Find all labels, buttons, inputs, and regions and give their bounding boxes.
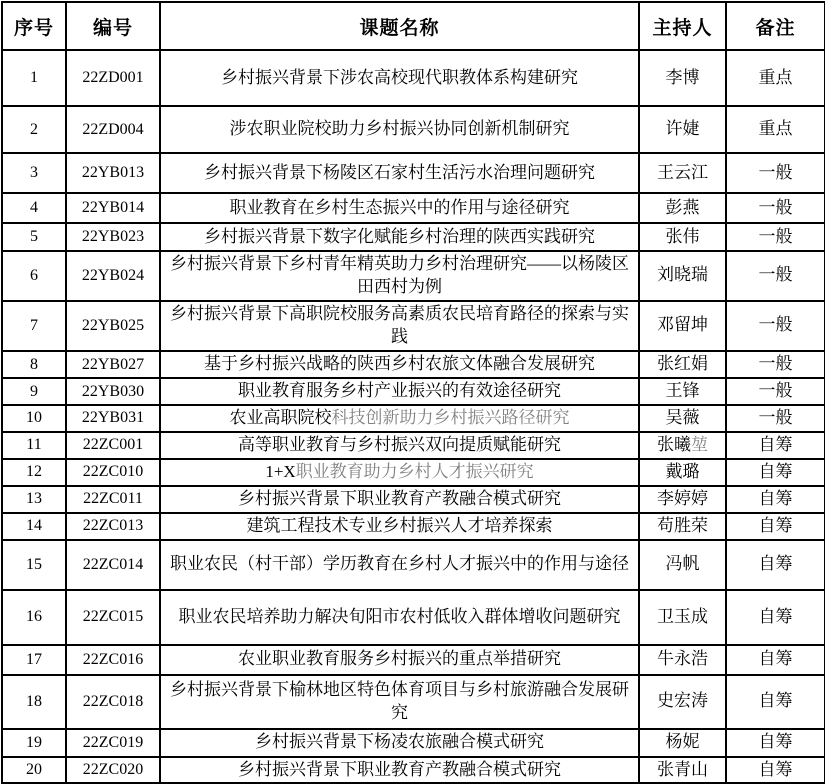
table-row — [2, 405, 825, 432]
row-title-cell — [160, 251, 639, 301]
table-header-row — [2, 2, 825, 50]
row-code-text: 22YB030 — [81, 382, 145, 400]
row-note-text: 自筹 — [758, 759, 793, 779]
table-row — [2, 513, 825, 540]
row-num-cell — [2, 486, 66, 513]
row-host-cell — [639, 351, 726, 378]
row-num-cell — [2, 405, 66, 432]
row-title-text: 乡村振兴背景下杨陵区石家村生活污水治理问题研究 — [204, 162, 595, 182]
row-code-text: 22ZC018 — [82, 692, 144, 710]
row-num-cell — [2, 251, 66, 301]
row-code-text: 22YB013 — [81, 164, 145, 182]
table-row — [2, 729, 825, 757]
row-code-text: 22ZC010 — [82, 463, 144, 481]
row-title-cell — [160, 513, 639, 540]
row-title-cell — [160, 675, 639, 729]
table-row — [2, 50, 825, 106]
row-code-cell — [66, 378, 160, 405]
row-code-cell — [66, 301, 160, 351]
row-code-text: 22ZC014 — [82, 555, 144, 573]
row-code-cell — [66, 50, 160, 106]
row-num-text: 10 — [26, 409, 42, 427]
header-cell-note: 备注 — [726, 2, 825, 50]
row-code-cell — [66, 106, 160, 153]
row-note-cell — [726, 645, 825, 675]
row-note-text: 一般 — [758, 162, 793, 182]
row-code-text: 22ZC020 — [82, 761, 144, 779]
table-row — [2, 251, 825, 301]
row-host-cell — [639, 729, 726, 757]
row-num-text: 20 — [26, 761, 42, 779]
row-host-text: 李博 — [665, 67, 700, 87]
row-note-cell — [726, 405, 825, 432]
row-note-text: 一般 — [758, 353, 793, 373]
row-note-text: 自筹 — [758, 732, 793, 752]
table-row — [2, 223, 825, 251]
row-num-text: 19 — [26, 733, 42, 751]
row-note-cell — [726, 729, 825, 757]
row-code-cell — [66, 405, 160, 432]
row-note-cell — [726, 50, 825, 106]
table-row — [2, 675, 825, 729]
row-host-cell — [639, 645, 726, 675]
row-title-cell — [160, 193, 639, 223]
header-cell-title: 课题名称 — [160, 2, 639, 50]
row-host-cell — [639, 251, 726, 301]
row-code-text: 22ZC013 — [82, 517, 144, 535]
row-num-cell — [2, 729, 66, 757]
table-row — [2, 590, 825, 645]
row-code-text: 22YB024 — [81, 267, 145, 285]
row-note-text: 自筹 — [758, 488, 793, 508]
row-code-text: 22ZC015 — [82, 608, 144, 626]
row-host-text: 张青山 — [657, 759, 708, 779]
table-row — [2, 378, 825, 405]
row-num-text: 14 — [26, 517, 42, 535]
row-note-cell — [726, 223, 825, 251]
row-code-cell — [66, 757, 160, 784]
row-title-cell — [160, 153, 639, 193]
row-title-cell — [160, 50, 639, 106]
row-title-gray-text: 职业教育助力乡村人才振兴研究 — [295, 461, 534, 481]
row-title-cell — [160, 645, 639, 675]
row-note-text: 自筹 — [758, 434, 793, 454]
row-title-cell — [160, 301, 639, 351]
row-note-cell — [726, 590, 825, 645]
row-title-cell — [160, 351, 639, 378]
row-host-text: 吴薇 — [665, 407, 700, 427]
row-code-text: 22YB014 — [81, 199, 145, 217]
row-code-cell — [66, 590, 160, 645]
row-title-text: 乡村振兴背景下涉农高校现代职教体系构建研究 — [221, 67, 578, 87]
row-title-cell — [160, 432, 639, 459]
row-note-cell — [726, 153, 825, 193]
row-title-cell — [160, 757, 639, 784]
table-row — [2, 432, 825, 459]
row-title-text: 乡村振兴背景下乡村青年精英助力乡村治理研究——以杨陵区田西村为例 — [170, 254, 629, 296]
row-host-text: 张红娟 — [657, 353, 708, 373]
row-num-text: 12 — [26, 463, 42, 481]
row-code-cell — [66, 513, 160, 540]
table-row — [2, 757, 825, 784]
row-note-text: 重点 — [758, 67, 793, 87]
row-note-text: 自筹 — [758, 554, 793, 574]
row-title-text: 农业职业教育服务乡村振兴的重点举措研究 — [238, 649, 561, 669]
row-note-text: 自筹 — [758, 691, 793, 711]
row-code-cell — [66, 432, 160, 459]
row-num-cell — [2, 153, 66, 193]
row-host-cell — [639, 486, 726, 513]
row-host-text: 张伟 — [665, 226, 700, 246]
row-host-text: 王锋 — [665, 380, 700, 400]
row-code-text: 22ZC019 — [82, 733, 144, 751]
row-num-cell — [2, 351, 66, 378]
row-num-cell — [2, 459, 66, 486]
row-note-text: 自筹 — [758, 649, 793, 669]
row-host-text: 卫玉成 — [657, 606, 708, 626]
row-host-cell — [639, 590, 726, 645]
row-code-cell — [66, 193, 160, 223]
row-num-text: 17 — [26, 650, 42, 668]
row-title-text: 基于乡村振兴战略的陕西乡村农旅文体融合发展研究 — [204, 353, 595, 373]
row-title-text: 农业高职院校 — [229, 407, 332, 427]
row-note-text: 自筹 — [758, 515, 793, 535]
row-num-text: 15 — [26, 555, 42, 573]
row-host-text: 张曦 — [657, 434, 691, 454]
header-cell-num: 序号 — [2, 2, 66, 50]
row-title-cell — [160, 223, 639, 251]
row-host-text: 牛永浩 — [657, 649, 708, 669]
row-title-text: 职业农民（村干部）学历教育在乡村人才振兴中的作用与途径 — [170, 554, 629, 574]
row-title-text: 职业农民培养助力解决旬阳市农村低收入群体增收问题研究 — [178, 606, 621, 626]
row-host-text: 彭燕 — [665, 197, 700, 217]
row-host-cell — [639, 675, 726, 729]
row-num-text: 5 — [30, 228, 38, 246]
row-num-cell — [2, 757, 66, 784]
row-host-cell — [639, 153, 726, 193]
row-title-text: 乡村振兴背景下高职院校服务高素质农民培育路径的探索与实践 — [170, 303, 629, 346]
row-title-text: 乡村振兴背景下数字化赋能乡村治理的陕西实践研究 — [204, 226, 595, 246]
row-num-cell — [2, 432, 66, 459]
row-host-cell — [639, 301, 726, 351]
row-note-cell — [726, 757, 825, 784]
row-host-cell — [639, 757, 726, 784]
row-note-cell — [726, 106, 825, 153]
row-host-gray-text: 堃 — [691, 434, 708, 454]
row-title-cell — [160, 486, 639, 513]
table-row — [2, 540, 825, 590]
row-title-text: 乡村振兴背景下职业教育产教融合模式研究 — [238, 759, 561, 779]
row-note-cell — [726, 351, 825, 378]
row-num-text: 6 — [30, 267, 38, 285]
row-host-text: 杨妮 — [665, 732, 700, 752]
row-num-cell — [2, 645, 66, 675]
row-num-cell — [2, 106, 66, 153]
row-host-cell — [639, 405, 726, 432]
row-note-text: 一般 — [758, 226, 793, 246]
row-code-text: 22YB025 — [81, 317, 145, 335]
table-row — [2, 301, 825, 351]
row-note-text: 自筹 — [758, 606, 793, 626]
row-num-text: 9 — [30, 382, 38, 400]
row-note-cell — [726, 301, 825, 351]
row-note-cell — [726, 378, 825, 405]
row-code-text: 22YB027 — [81, 355, 145, 373]
row-title-text: 高等职业教育与乡村振兴双向提质赋能研究 — [238, 434, 561, 454]
row-title-cell — [160, 378, 639, 405]
row-title-text: 职业教育在乡村生态振兴中的作用与途径研究 — [229, 197, 570, 217]
row-note-cell — [726, 459, 825, 486]
row-title-text: 涉农职业院校助力乡村振兴协同创新机制研究 — [229, 119, 570, 139]
row-title-text: 乡村振兴背景下榆林地区特色体育项目与乡村旅游融合发展研究 — [170, 679, 629, 722]
row-host-text: 苟胜荣 — [657, 515, 708, 535]
row-title-text: 乡村振兴背景下杨凌农旅融合模式研究 — [255, 732, 544, 752]
row-host-cell — [639, 540, 726, 590]
table-row — [2, 645, 825, 675]
row-num-text: 18 — [26, 692, 42, 710]
row-code-text: 22ZD004 — [82, 120, 144, 138]
table-row — [2, 351, 825, 378]
row-host-text: 邓留坤 — [657, 315, 708, 335]
row-note-text: 自筹 — [758, 461, 793, 481]
row-code-text: 22ZD001 — [82, 69, 144, 87]
row-code-cell — [66, 729, 160, 757]
row-host-cell — [639, 378, 726, 405]
row-num-cell — [2, 590, 66, 645]
row-code-text: 22ZC016 — [82, 650, 144, 668]
row-host-cell — [639, 193, 726, 223]
row-note-text: 一般 — [758, 380, 793, 400]
row-num-cell — [2, 301, 66, 351]
row-code-cell — [66, 675, 160, 729]
row-num-cell — [2, 513, 66, 540]
table-row — [2, 153, 825, 193]
row-num-cell — [2, 193, 66, 223]
row-note-text: 一般 — [758, 197, 793, 217]
row-title-text: 建筑工程技术专业乡村振兴人才培养探索 — [246, 515, 553, 535]
row-note-cell — [726, 540, 825, 590]
table-row — [2, 106, 825, 153]
row-code-text: 22YB031 — [81, 409, 145, 427]
row-host-text: 刘晓瑞 — [657, 265, 708, 285]
row-title-text: 职业教育服务乡村产业振兴的有效途径研究 — [238, 380, 561, 400]
row-num-text: 2 — [30, 120, 38, 138]
row-title-cell — [160, 590, 639, 645]
header-cell-host: 主持人 — [639, 2, 726, 50]
row-note-cell — [726, 675, 825, 729]
table-body — [2, 50, 825, 783]
row-code-cell — [66, 153, 160, 193]
row-note-cell — [726, 513, 825, 540]
row-host-text: 史宏涛 — [657, 691, 708, 711]
row-title-cell — [160, 459, 639, 486]
row-num-cell — [2, 223, 66, 251]
row-code-cell — [66, 251, 160, 301]
row-title-gray-text: 科技创新助力乡村振兴路径研究 — [331, 407, 570, 427]
row-note-text: 一般 — [758, 265, 793, 285]
table-row — [2, 486, 825, 513]
row-num-cell — [2, 675, 66, 729]
row-title-text: 乡村振兴背景下职业教育产教融合模式研究 — [238, 488, 561, 508]
row-num-cell — [2, 540, 66, 590]
row-note-cell — [726, 193, 825, 223]
row-host-text: 王云江 — [657, 162, 708, 182]
row-title-cell — [160, 106, 639, 153]
row-code-cell — [66, 223, 160, 251]
row-code-cell — [66, 459, 160, 486]
row-num-text: 13 — [26, 490, 42, 508]
row-host-text: 李婷婷 — [657, 488, 708, 508]
row-note-cell — [726, 486, 825, 513]
header-cell-code: 编号 — [66, 2, 160, 50]
row-host-text: 许婕 — [665, 119, 700, 139]
row-host-text: 戴璐 — [665, 461, 700, 481]
projects-table — [1, 1, 825, 784]
row-host-cell — [639, 432, 726, 459]
row-num-text: 4 — [30, 199, 38, 217]
row-host-text: 冯帆 — [665, 554, 700, 574]
row-num-text: 3 — [30, 164, 38, 182]
row-title-cell — [160, 540, 639, 590]
row-code-text: 22ZC001 — [82, 436, 144, 454]
row-code-text: 22YB023 — [81, 228, 145, 246]
row-code-text: 22ZC011 — [83, 490, 143, 508]
row-code-cell — [66, 645, 160, 675]
row-num-text: 7 — [30, 317, 38, 335]
row-note-text: 一般 — [758, 315, 793, 335]
table-row — [2, 193, 825, 223]
row-host-cell — [639, 459, 726, 486]
row-num-text: 8 — [30, 355, 38, 373]
row-host-cell — [639, 106, 726, 153]
row-num-text: 16 — [26, 608, 42, 626]
row-code-cell — [66, 540, 160, 590]
row-host-cell — [639, 223, 726, 251]
row-note-cell — [726, 251, 825, 301]
row-host-cell — [639, 50, 726, 106]
row-code-cell — [66, 351, 160, 378]
row-title-text: 1+X — [265, 461, 296, 481]
row-title-cell — [160, 729, 639, 757]
row-num-cell — [2, 50, 66, 106]
row-num-text: 11 — [26, 436, 42, 454]
row-num-cell — [2, 378, 66, 405]
row-note-text: 重点 — [758, 119, 793, 139]
row-num-text: 1 — [30, 69, 38, 87]
row-host-cell — [639, 513, 726, 540]
row-note-text: 一般 — [758, 407, 793, 427]
table-row — [2, 459, 825, 486]
row-note-cell — [726, 432, 825, 459]
row-code-cell — [66, 486, 160, 513]
row-title-cell — [160, 405, 639, 432]
